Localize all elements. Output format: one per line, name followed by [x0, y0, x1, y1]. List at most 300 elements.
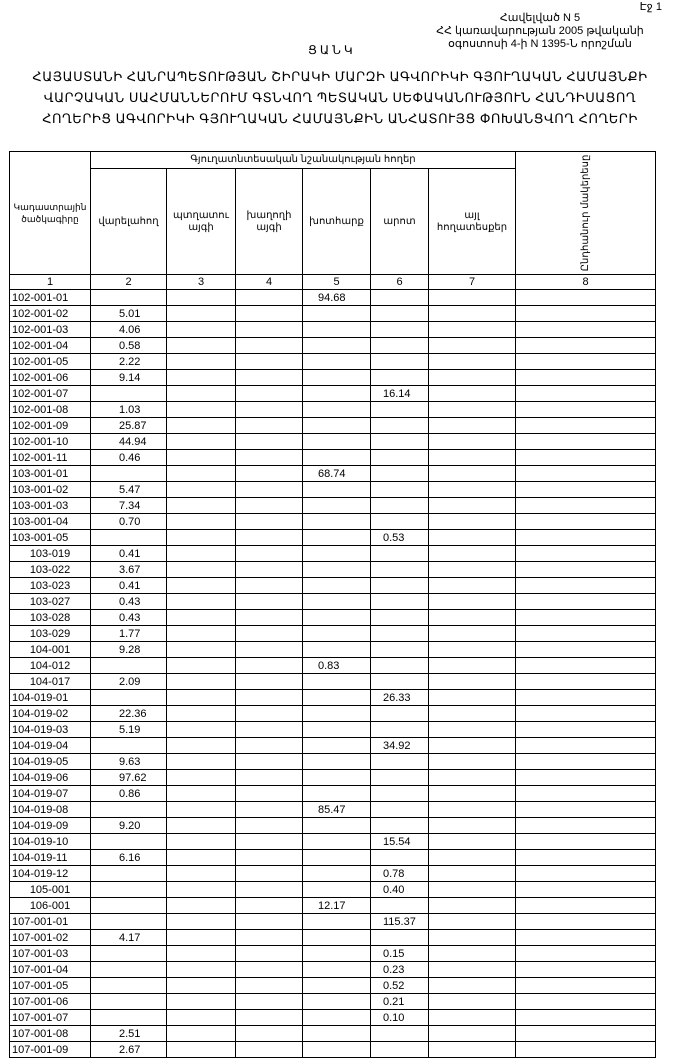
other-land-cell — [429, 1026, 516, 1042]
other-land-cell — [429, 290, 516, 306]
other-land-cell — [429, 642, 516, 658]
cadastral-code-cell: 104-019-04 — [10, 738, 91, 754]
orchard-cell — [167, 706, 236, 722]
total-area-cell — [516, 434, 656, 450]
orchard-cell — [167, 882, 236, 898]
table-row — [10, 834, 656, 850]
cadastral-code-cell: 103-001-04 — [10, 514, 91, 530]
total-area-cell — [516, 754, 656, 770]
column-number: 7 — [429, 275, 516, 290]
total-area-cell — [516, 626, 656, 642]
hayfield-cell — [303, 306, 371, 322]
arable-land-cell — [91, 882, 167, 898]
cadastral-code-cell: 103-022 — [10, 562, 91, 578]
orchard-cell — [167, 674, 236, 690]
hayfield-cell — [303, 834, 371, 850]
table-row — [10, 354, 656, 370]
vineyard-cell — [236, 994, 303, 1010]
hayfield-cell — [303, 530, 371, 546]
table-row — [10, 402, 656, 418]
header-arable-land: վարելահող — [91, 169, 167, 275]
other-land-cell — [429, 418, 516, 434]
hayfield-cell — [303, 498, 371, 514]
other-land-cell — [429, 722, 516, 738]
arable-land-cell: 5.19 — [91, 722, 167, 738]
pasture-cell — [371, 306, 429, 322]
orchard-cell — [167, 946, 236, 962]
header-agricultural-lands: Գյուղատնտեսական նշանակության հողեր — [91, 152, 516, 169]
hayfield-cell — [303, 946, 371, 962]
cadastral-code-cell: 107-001-03 — [10, 946, 91, 962]
orchard-cell — [167, 338, 236, 354]
other-land-cell — [429, 834, 516, 850]
header-pasture: արոտ — [371, 169, 429, 275]
pasture-cell — [371, 802, 429, 818]
orchard-cell — [167, 514, 236, 530]
orchard-cell — [167, 914, 236, 930]
vineyard-cell — [236, 802, 303, 818]
arable-land-cell: 2.51 — [91, 1026, 167, 1042]
orchard-cell — [167, 482, 236, 498]
arable-land-cell — [91, 290, 167, 306]
cadastral-code-cell: 107-001-09 — [10, 1042, 91, 1058]
pasture-cell — [371, 546, 429, 562]
arable-land-cell: 9.14 — [91, 370, 167, 386]
total-area-cell — [516, 866, 656, 882]
vineyard-cell — [236, 1042, 303, 1058]
pasture-cell: 34.92 — [371, 738, 429, 754]
arable-land-cell: 0.86 — [91, 786, 167, 802]
total-area-cell — [516, 946, 656, 962]
pasture-cell — [371, 930, 429, 946]
header-total-area-label: Ընդհանուր մակերեսը — [579, 154, 591, 272]
column-number: 3 — [167, 275, 236, 290]
orchard-cell — [167, 626, 236, 642]
hayfield-cell — [303, 514, 371, 530]
total-area-cell — [516, 786, 656, 802]
total-area-cell — [516, 354, 656, 370]
pasture-cell — [371, 674, 429, 690]
orchard-cell — [167, 962, 236, 978]
arable-land-cell — [91, 866, 167, 882]
total-area-cell — [516, 546, 656, 562]
other-land-cell — [429, 930, 516, 946]
pasture-cell — [371, 370, 429, 386]
total-area-cell — [516, 882, 656, 898]
total-area-cell — [516, 834, 656, 850]
other-land-cell — [429, 1042, 516, 1058]
annex-reference — [420, 12, 660, 51]
annex-line-3: օգոստոսի 4-ի N 1395-Ն որոշման — [448, 38, 632, 50]
table-row — [10, 642, 656, 658]
total-area-cell — [516, 658, 656, 674]
hayfield-cell: 85.47 — [303, 802, 371, 818]
arable-land-cell — [91, 386, 167, 402]
vineyard-cell — [236, 850, 303, 866]
other-land-cell — [429, 306, 516, 322]
pasture-cell — [371, 770, 429, 786]
total-area-cell — [516, 306, 656, 322]
total-area-cell — [516, 770, 656, 786]
other-land-cell — [429, 802, 516, 818]
orchard-cell — [167, 386, 236, 402]
vineyard-cell — [236, 786, 303, 802]
total-area-cell — [516, 1026, 656, 1042]
annex-line-2: ՀՀ կառավարության 2005 թվականի — [436, 25, 644, 37]
other-land-cell — [429, 578, 516, 594]
orchard-cell — [167, 610, 236, 626]
document-title-line-1: ՀԱՅԱՍՏԱՆԻ ՀԱՆՐԱՊԵՏՈՒԹՅԱՆ ՇԻՐԱԿԻ ՄԱՐԶԻ ԱԳՎՈՐԻԿԻ ԳՅՈՒՂԱԿԱՆ ՀԱՄԱՅՆՔԻ — [32, 69, 648, 84]
hayfield-cell — [303, 1042, 371, 1058]
pasture-cell: 0.53 — [371, 530, 429, 546]
arable-land-cell — [91, 658, 167, 674]
total-area-cell — [516, 802, 656, 818]
cadastral-code-cell: 102-001-09 — [10, 418, 91, 434]
arable-land-cell — [91, 466, 167, 482]
other-land-cell — [429, 914, 516, 930]
cadastral-code-cell: 107-001-06 — [10, 994, 91, 1010]
list-title: ՑԱՆԿ — [308, 43, 356, 57]
table-row — [10, 546, 656, 562]
pasture-cell: 0.78 — [371, 866, 429, 882]
table-row — [10, 930, 656, 946]
orchard-cell — [167, 1010, 236, 1026]
vineyard-cell — [236, 514, 303, 530]
table-row — [10, 450, 656, 466]
vineyard-cell — [236, 962, 303, 978]
other-land-cell — [429, 1010, 516, 1026]
orchard-cell — [167, 322, 236, 338]
other-land-cell — [429, 466, 516, 482]
cadastral-code-cell: 104-019-08 — [10, 802, 91, 818]
vineyard-cell — [236, 290, 303, 306]
cadastral-code-cell: 104-019-02 — [10, 706, 91, 722]
pasture-cell — [371, 818, 429, 834]
arable-land-cell: 4.06 — [91, 322, 167, 338]
cadastral-code-cell: 102-001-02 — [10, 306, 91, 322]
orchard-cell — [167, 994, 236, 1010]
pasture-cell: 0.21 — [371, 994, 429, 1010]
other-land-cell — [429, 658, 516, 674]
arable-land-cell: 5.01 — [91, 306, 167, 322]
pasture-cell: 0.23 — [371, 962, 429, 978]
cadastral-code-cell: 104-017 — [10, 674, 91, 690]
pasture-cell — [371, 754, 429, 770]
total-area-cell — [516, 338, 656, 354]
cadastral-code-cell: 102-001-04 — [10, 338, 91, 354]
other-land-cell — [429, 994, 516, 1010]
total-area-cell — [516, 1010, 656, 1026]
pasture-cell — [371, 786, 429, 802]
pasture-cell — [371, 290, 429, 306]
orchard-cell — [167, 290, 236, 306]
other-land-cell — [429, 754, 516, 770]
table-row — [10, 770, 656, 786]
orchard-cell — [167, 466, 236, 482]
arable-land-cell: 3.67 — [91, 562, 167, 578]
arable-land-cell — [91, 530, 167, 546]
pasture-cell — [371, 434, 429, 450]
hayfield-cell — [303, 754, 371, 770]
other-land-cell — [429, 946, 516, 962]
cadastral-code-cell: 107-001-07 — [10, 1010, 91, 1026]
cadastral-code-cell: 104-019-03 — [10, 722, 91, 738]
cadastral-code-cell: 103-001-01 — [10, 466, 91, 482]
orchard-cell — [167, 754, 236, 770]
vineyard-cell — [236, 578, 303, 594]
hayfield-cell — [303, 962, 371, 978]
vineyard-cell — [236, 386, 303, 402]
table-row — [10, 466, 656, 482]
table-row — [10, 674, 656, 690]
arable-land-cell: 25.87 — [91, 418, 167, 434]
cadastral-code-cell: 102-001-05 — [10, 354, 91, 370]
cadastral-code-cell: 106-001 — [10, 898, 91, 914]
hayfield-cell — [303, 882, 371, 898]
vineyard-cell — [236, 882, 303, 898]
orchard-cell — [167, 850, 236, 866]
table-row — [10, 482, 656, 498]
column-number: 2 — [91, 275, 167, 290]
pasture-cell — [371, 466, 429, 482]
arable-land-cell: 0.43 — [91, 594, 167, 610]
cadastral-code-cell: 103-023 — [10, 578, 91, 594]
hayfield-cell — [303, 338, 371, 354]
other-land-cell — [429, 674, 516, 690]
arable-land-cell — [91, 834, 167, 850]
cadastral-code-cell: 104-019-07 — [10, 786, 91, 802]
total-area-cell — [516, 514, 656, 530]
orchard-cell — [167, 978, 236, 994]
arable-land-cell: 2.09 — [91, 674, 167, 690]
total-area-cell — [516, 978, 656, 994]
total-area-cell — [516, 466, 656, 482]
orchard-cell — [167, 642, 236, 658]
pasture-cell — [371, 850, 429, 866]
hayfield-cell: 94.68 — [303, 290, 371, 306]
total-area-cell — [516, 386, 656, 402]
table-row — [10, 706, 656, 722]
table-row — [10, 306, 656, 322]
hayfield-cell — [303, 386, 371, 402]
orchard-cell — [167, 530, 236, 546]
other-land-cell — [429, 338, 516, 354]
arable-land-cell — [91, 962, 167, 978]
table-row — [10, 1026, 656, 1042]
cadastral-code-cell: 103-019 — [10, 546, 91, 562]
cadastral-code-cell: 104-019-01 — [10, 690, 91, 706]
orchard-cell — [167, 546, 236, 562]
other-land-cell — [429, 594, 516, 610]
pasture-cell: 0.52 — [371, 978, 429, 994]
cadastral-code-cell: 103-027 — [10, 594, 91, 610]
table-row — [10, 946, 656, 962]
cadastral-code-cell: 104-019-10 — [10, 834, 91, 850]
cadastral-code-cell: 105-001 — [10, 882, 91, 898]
cadastral-code-cell: 102-001-03 — [10, 322, 91, 338]
page-number: Էջ 1 — [639, 1, 662, 13]
vineyard-cell — [236, 594, 303, 610]
total-area-cell — [516, 418, 656, 434]
arable-land-cell: 4.17 — [91, 930, 167, 946]
arable-land-cell — [91, 978, 167, 994]
orchard-cell — [167, 722, 236, 738]
arable-land-cell: 0.41 — [91, 578, 167, 594]
table-row — [10, 338, 656, 354]
table-row — [10, 610, 656, 626]
table-row — [10, 722, 656, 738]
hayfield-cell — [303, 1010, 371, 1026]
table-row — [10, 370, 656, 386]
vineyard-cell — [236, 498, 303, 514]
vineyard-cell — [236, 306, 303, 322]
vineyard-cell — [236, 418, 303, 434]
arable-land-cell — [91, 898, 167, 914]
pasture-cell: 0.10 — [371, 1010, 429, 1026]
other-land-cell — [429, 402, 516, 418]
total-area-cell — [516, 290, 656, 306]
vineyard-cell — [236, 354, 303, 370]
vineyard-cell — [236, 322, 303, 338]
orchard-cell — [167, 770, 236, 786]
hayfield-cell — [303, 738, 371, 754]
arable-land-cell: 2.67 — [91, 1042, 167, 1058]
cadastral-code-cell: 107-001-01 — [10, 914, 91, 930]
other-land-cell — [429, 610, 516, 626]
cadastral-code-cell: 104-019-11 — [10, 850, 91, 866]
table-row — [10, 514, 656, 530]
table-row — [10, 626, 656, 642]
total-area-cell — [516, 706, 656, 722]
pasture-cell — [371, 322, 429, 338]
vineyard-cell — [236, 1010, 303, 1026]
vineyard-cell — [236, 690, 303, 706]
header-other-land: այլ հողատեսքեր — [429, 169, 516, 275]
vineyard-cell — [236, 434, 303, 450]
column-number: 4 — [236, 275, 303, 290]
vineyard-cell — [236, 610, 303, 626]
hayfield-cell — [303, 770, 371, 786]
vineyard-cell — [236, 898, 303, 914]
cadastral-code-cell: 107-001-08 — [10, 1026, 91, 1042]
other-land-cell — [429, 978, 516, 994]
hayfield-cell — [303, 706, 371, 722]
vineyard-cell — [236, 770, 303, 786]
vineyard-cell — [236, 562, 303, 578]
header-hayfield: խոտհարք — [303, 169, 371, 275]
pasture-cell — [371, 594, 429, 610]
vineyard-cell — [236, 1026, 303, 1042]
arable-land-cell — [91, 802, 167, 818]
vineyard-cell — [236, 946, 303, 962]
other-land-cell — [429, 898, 516, 914]
cadastral-code-cell: 103-001-02 — [10, 482, 91, 498]
vineyard-cell — [236, 978, 303, 994]
table-row — [10, 434, 656, 450]
total-area-cell — [516, 850, 656, 866]
cadastral-code-cell: 104-012 — [10, 658, 91, 674]
arable-land-cell — [91, 994, 167, 1010]
total-area-cell — [516, 738, 656, 754]
hayfield-cell — [303, 674, 371, 690]
hayfield-cell — [303, 418, 371, 434]
header-total-area — [516, 152, 656, 275]
other-land-cell — [429, 882, 516, 898]
column-number: 1 — [10, 275, 91, 290]
total-area-cell — [516, 994, 656, 1010]
vineyard-cell — [236, 530, 303, 546]
cadastral-code-cell: 103-001-03 — [10, 498, 91, 514]
pasture-cell — [371, 898, 429, 914]
hayfield-cell — [303, 994, 371, 1010]
pasture-cell — [371, 498, 429, 514]
pasture-cell — [371, 354, 429, 370]
table-row — [10, 850, 656, 866]
total-area-cell — [516, 594, 656, 610]
column-number: 6 — [371, 275, 429, 290]
table-row — [10, 658, 656, 674]
vineyard-cell — [236, 754, 303, 770]
arable-land-cell: 7.34 — [91, 498, 167, 514]
table-row — [10, 786, 656, 802]
arable-land-cell — [91, 1010, 167, 1026]
vineyard-cell — [236, 930, 303, 946]
total-area-cell — [516, 482, 656, 498]
arable-land-cell: 22.36 — [91, 706, 167, 722]
orchard-cell — [167, 802, 236, 818]
pasture-cell: 16.14 — [371, 386, 429, 402]
table-row — [10, 994, 656, 1010]
arable-land-cell: 97.62 — [91, 770, 167, 786]
hayfield-cell — [303, 450, 371, 466]
cadastral-code-cell: 102-001-10 — [10, 434, 91, 450]
arable-land-cell: 0.46 — [91, 450, 167, 466]
total-area-cell — [516, 402, 656, 418]
total-area-cell — [516, 450, 656, 466]
total-area-cell — [516, 818, 656, 834]
pasture-cell — [371, 658, 429, 674]
orchard-cell — [167, 738, 236, 754]
table-row — [10, 898, 656, 914]
cadastral-code-cell: 103-028 — [10, 610, 91, 626]
vineyard-cell — [236, 706, 303, 722]
table-row — [10, 290, 656, 306]
vineyard-cell — [236, 642, 303, 658]
other-land-cell — [429, 370, 516, 386]
orchard-cell — [167, 1026, 236, 1042]
pasture-cell — [371, 642, 429, 658]
table-row — [10, 418, 656, 434]
other-land-cell — [429, 546, 516, 562]
vineyard-cell — [236, 658, 303, 674]
arable-land-cell — [91, 914, 167, 930]
column-number: 8 — [516, 275, 656, 290]
arable-land-cell: 0.43 — [91, 610, 167, 626]
other-land-cell — [429, 770, 516, 786]
arable-land-cell: 9.20 — [91, 818, 167, 834]
pasture-cell — [371, 402, 429, 418]
orchard-cell — [167, 834, 236, 850]
hayfield-cell — [303, 610, 371, 626]
cadastral-code-cell: 103-029 — [10, 626, 91, 642]
cadastral-code-cell: 102-001-01 — [10, 290, 91, 306]
total-area-cell — [516, 530, 656, 546]
vineyard-cell — [236, 722, 303, 738]
orchard-cell — [167, 594, 236, 610]
hayfield-cell — [303, 722, 371, 738]
pasture-cell — [371, 1042, 429, 1058]
total-area-cell — [516, 914, 656, 930]
